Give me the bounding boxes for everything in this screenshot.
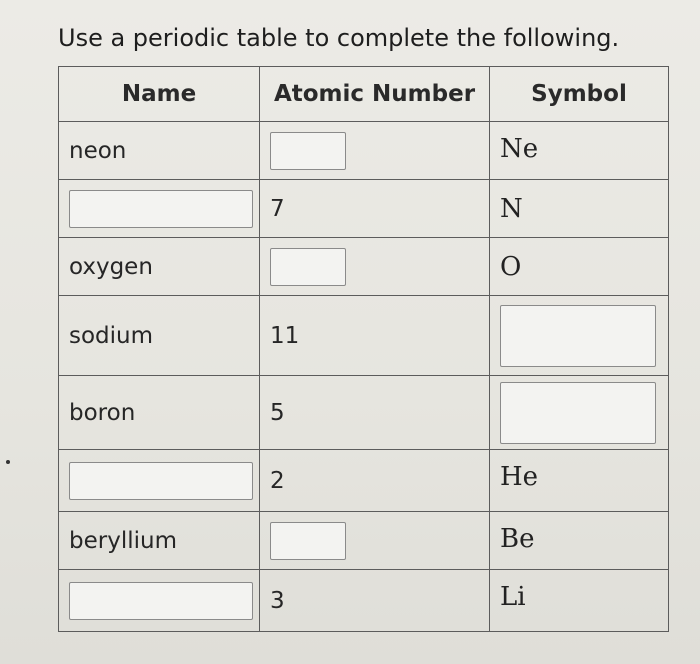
table-row	[59, 570, 669, 632]
atomic-number-cell	[260, 180, 490, 238]
header-row	[59, 67, 669, 122]
atomic-number-cell	[260, 238, 490, 296]
atomic-number-cell	[260, 570, 490, 632]
symbol-text: Be	[500, 524, 535, 554]
name-cell	[59, 296, 260, 376]
symbol-text: Ne	[500, 134, 539, 164]
symbol-cell	[490, 570, 669, 632]
symbol-cell	[490, 376, 669, 450]
name-input[interactable]	[69, 462, 253, 500]
symbol-cell	[490, 122, 669, 180]
table-row	[59, 376, 669, 450]
symbol-text: Li	[500, 582, 526, 612]
name-text: sodium	[69, 322, 154, 349]
name-cell	[59, 238, 260, 296]
symbol-cell	[490, 180, 669, 238]
symbol-cell	[490, 450, 669, 512]
table-row	[59, 512, 669, 570]
table-row	[59, 450, 669, 512]
atomic-number-text: 3	[270, 587, 285, 614]
element-table	[58, 66, 669, 632]
name-input[interactable]	[69, 190, 253, 228]
name-cell	[59, 122, 260, 180]
instructions-text: Use a periodic table to complete the following.	[58, 24, 620, 52]
atomic-number-text: 7	[270, 195, 285, 222]
name-text: oxygen	[69, 253, 153, 280]
header-name: Name	[59, 67, 260, 122]
name-input[interactable]	[69, 582, 253, 620]
stray-mark	[6, 460, 10, 464]
table-row	[59, 122, 669, 180]
symbol-cell	[490, 512, 669, 570]
atomic-number-cell	[260, 376, 490, 450]
atomic-number-input[interactable]	[270, 248, 346, 286]
name-text: beryllium	[69, 527, 177, 554]
atomic-number-text: 2	[270, 467, 285, 494]
name-cell	[59, 180, 260, 238]
atomic-number-input[interactable]	[270, 522, 346, 560]
header-atomic-number: Atomic Number	[260, 67, 490, 122]
name-cell	[59, 450, 260, 512]
symbol-text: He	[500, 462, 539, 492]
header-symbol: Symbol	[490, 67, 669, 122]
name-cell	[59, 512, 260, 570]
name-text: neon	[69, 137, 127, 164]
table-row	[59, 180, 669, 238]
symbol-cell	[490, 296, 669, 376]
table-row	[59, 296, 669, 376]
table-row	[59, 238, 669, 296]
name-cell	[59, 376, 260, 450]
atomic-number-cell	[260, 450, 490, 512]
atomic-number-input[interactable]	[270, 132, 346, 170]
symbol-input[interactable]	[500, 305, 656, 367]
atomic-number-cell	[260, 296, 490, 376]
symbol-cell	[490, 238, 669, 296]
symbol-input[interactable]	[500, 382, 656, 444]
atomic-number-text: 11	[270, 322, 300, 349]
atomic-number-cell	[260, 512, 490, 570]
atomic-number-text: 5	[270, 399, 285, 426]
name-text: boron	[69, 399, 136, 426]
atomic-number-cell	[260, 122, 490, 180]
symbol-text: N	[500, 193, 523, 224]
symbol-text: O	[500, 251, 522, 282]
name-cell	[59, 570, 260, 632]
